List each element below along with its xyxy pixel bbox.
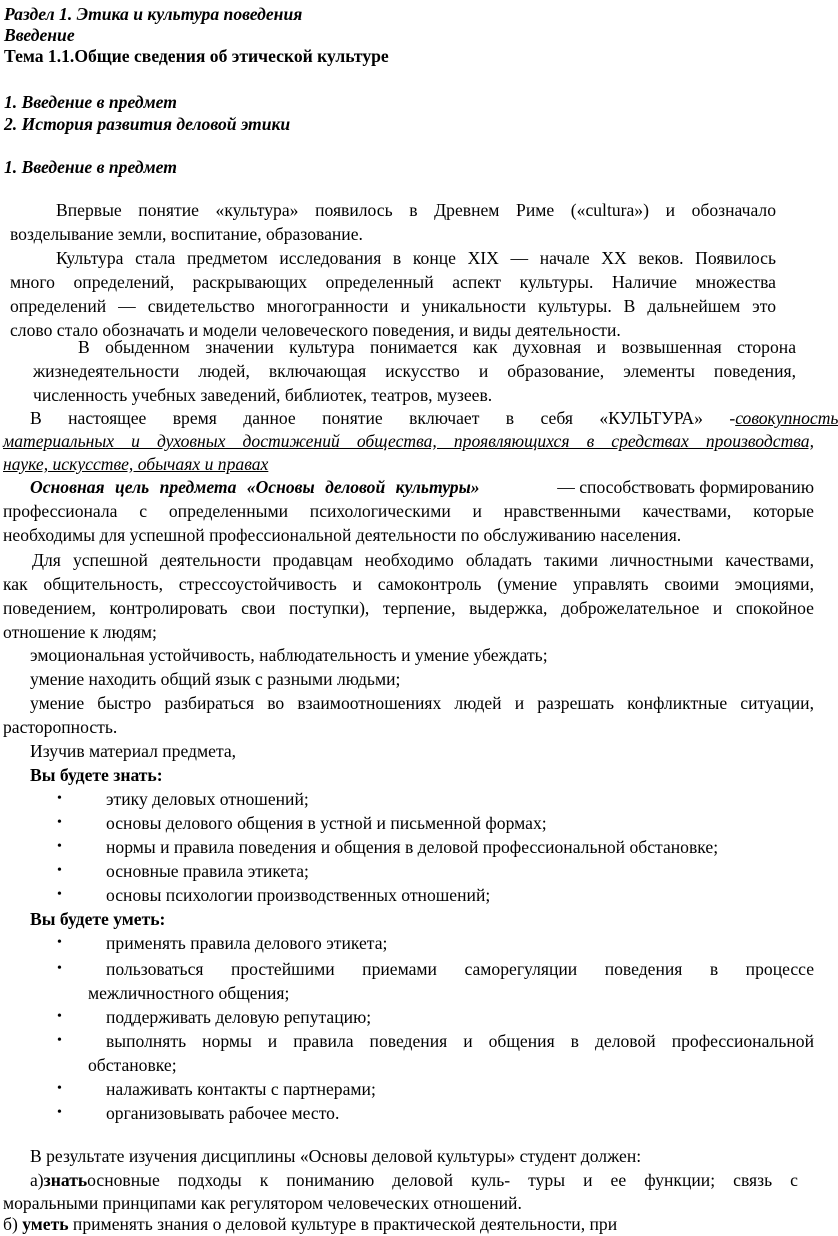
result-b-text: применять знания о деловой культуре в практической деятельности, при: [68, 1214, 618, 1234]
bullet-icon: •: [57, 815, 62, 830]
result-a-cont: моральными принципами как регулятором человеческих отношений.: [3, 1193, 522, 1213]
definition-text: науке, искусстве, обычаях и правах: [3, 454, 269, 474]
know-item: основные правила этикета;: [106, 861, 309, 881]
bullet-icon: •: [57, 935, 62, 950]
know-item: этику деловых отношений;: [106, 789, 309, 809]
result-a: [30, 1168, 798, 1192]
paragraph-line: возделывание земли, воспитание, образование.: [10, 224, 363, 244]
intro-heading: Введение: [4, 25, 75, 45]
paragraph-line: Впервые понятие «культура» появилось в Древнем Риме («cultura») и обозначало: [56, 200, 776, 220]
result-b-prefix: б): [3, 1214, 23, 1234]
subheading: 1. Введение в предмет: [4, 157, 177, 177]
paragraph-line: численность учебных заведений, библиотек, театров, музеев.: [33, 385, 493, 405]
bullet-icon: •: [57, 839, 62, 854]
bullet-icon: •: [57, 1009, 62, 1024]
course-goal-lead: Основная цель предмета «Основы деловой культуры»: [30, 477, 480, 497]
know-heading: Вы будете знать:: [30, 765, 163, 785]
result-intro: В результате изучения дисциплины «Основы деловой культуры» студент должен:: [30, 1146, 642, 1166]
result-a-text: основные подходы к пониманию деловой куль- туры и ее функции; связь с: [87, 1170, 798, 1190]
topic-title: Тема 1.1.Общие сведения об этической культуре: [4, 46, 389, 66]
bullet-icon: •: [57, 791, 62, 806]
bullet-icon: •: [57, 1105, 62, 1120]
result-a-term: знать: [43, 1170, 88, 1190]
can-item: пользоваться простейшими приемами саморегуляции поведения в процессе: [106, 959, 814, 979]
can-item: применять правила делового этикета;: [106, 933, 388, 953]
can-item: поддерживать деловую репутацию;: [106, 1007, 372, 1027]
result-b-term: уметь: [22, 1214, 69, 1234]
know-item: нормы и правила поведения и общения в деловой профессиональной обстановке;: [106, 837, 719, 857]
section-title: Раздел 1. Этика и культура поведения: [4, 4, 303, 24]
paragraph-line: Для успешной деятельности продавцам необходимо обладать такими личностными качествами,: [32, 550, 814, 570]
quality-item: эмоциональная устойчивость, наблюдательность и умение убеждать;: [30, 645, 548, 665]
can-heading: Вы будете уметь:: [30, 909, 166, 929]
paragraph-line: [30, 406, 838, 430]
paragraph-line: В обыденном значении культура понимается как духовная и возвышенная сторона: [78, 337, 796, 357]
paragraph-line: отношение к людям;: [3, 622, 157, 642]
quality-item: расторопность.: [3, 717, 118, 737]
toc-item-1: 1. Введение в предмет: [4, 92, 177, 112]
know-item: основы психологии производственных отношений;: [106, 885, 491, 905]
paragraph-line: [30, 475, 814, 499]
definition-lead: В настоящее время данное понятие включает в себя «КУЛЬТУРА» -: [30, 408, 736, 428]
bullet-icon: •: [57, 961, 62, 976]
paragraph-line: определений — свидетельство многогранности и уникальности культуры. В дальнейшем это: [10, 296, 776, 316]
definition-text: материальных и духовных достижений общества, проявляющихся в средствах производства,: [3, 431, 814, 451]
bullet-icon: •: [57, 1081, 62, 1096]
study-intro: Изучив материал предмета,: [30, 741, 237, 761]
can-item: организовывать рабочее место.: [106, 1103, 340, 1123]
result-a-prefix: а): [30, 1170, 44, 1190]
paragraph-line: много определений, раскрывающих определенный аспект культуры. Наличие множества: [10, 272, 776, 292]
paragraph-line: слово стало обозначать и модели человеческого поведения, и виды деятельности.: [10, 320, 621, 340]
paragraph-line: Культура стала предметом исследования в конце XIX — начале XX веков. Появилось: [56, 248, 776, 268]
toc-item-2: 2. История развития деловой этики: [4, 114, 291, 134]
can-item: межличностного общения;: [88, 983, 290, 1003]
know-item: основы делового общения в устной и письменной формах;: [106, 813, 547, 833]
quality-item: умение находить общий язык с разными людьми;: [30, 669, 401, 689]
paragraph-line: профессионала с определенными психологическими и нравственными качествами, которые: [3, 501, 814, 521]
course-goal-text: — способствовать формированию: [557, 477, 814, 497]
paragraph-line: как общительность, стрессоустойчивость и самоконтроль (умение управлять своими эмоциями,: [3, 574, 814, 594]
result-b: [3, 1212, 617, 1236]
can-item: обстановке;: [88, 1055, 177, 1075]
paragraph-line: поведением, контролировать свои поступки), терпение, выдержка, доброжелательное и спокойное: [3, 598, 814, 618]
paragraph-line: необходимы для успешной профессиональной деятельности по обслуживанию населения.: [3, 525, 682, 545]
quality-item: умение быстро разбираться во взаимоотношениях людей и разрешать конфликтные ситуации,: [30, 693, 814, 713]
bullet-icon: •: [57, 1033, 62, 1048]
definition-term: совокупность: [735, 408, 838, 428]
paragraph-line: жизнедеятельности людей, включающая искусство и образование, элементы поведения,: [33, 361, 796, 381]
bullet-icon: •: [57, 863, 62, 878]
can-item: налаживать контакты с партнерами;: [106, 1079, 376, 1099]
bullet-icon: •: [57, 887, 62, 902]
can-item: выполнять нормы и правила поведения и общения в деловой профессиональной: [106, 1031, 814, 1051]
